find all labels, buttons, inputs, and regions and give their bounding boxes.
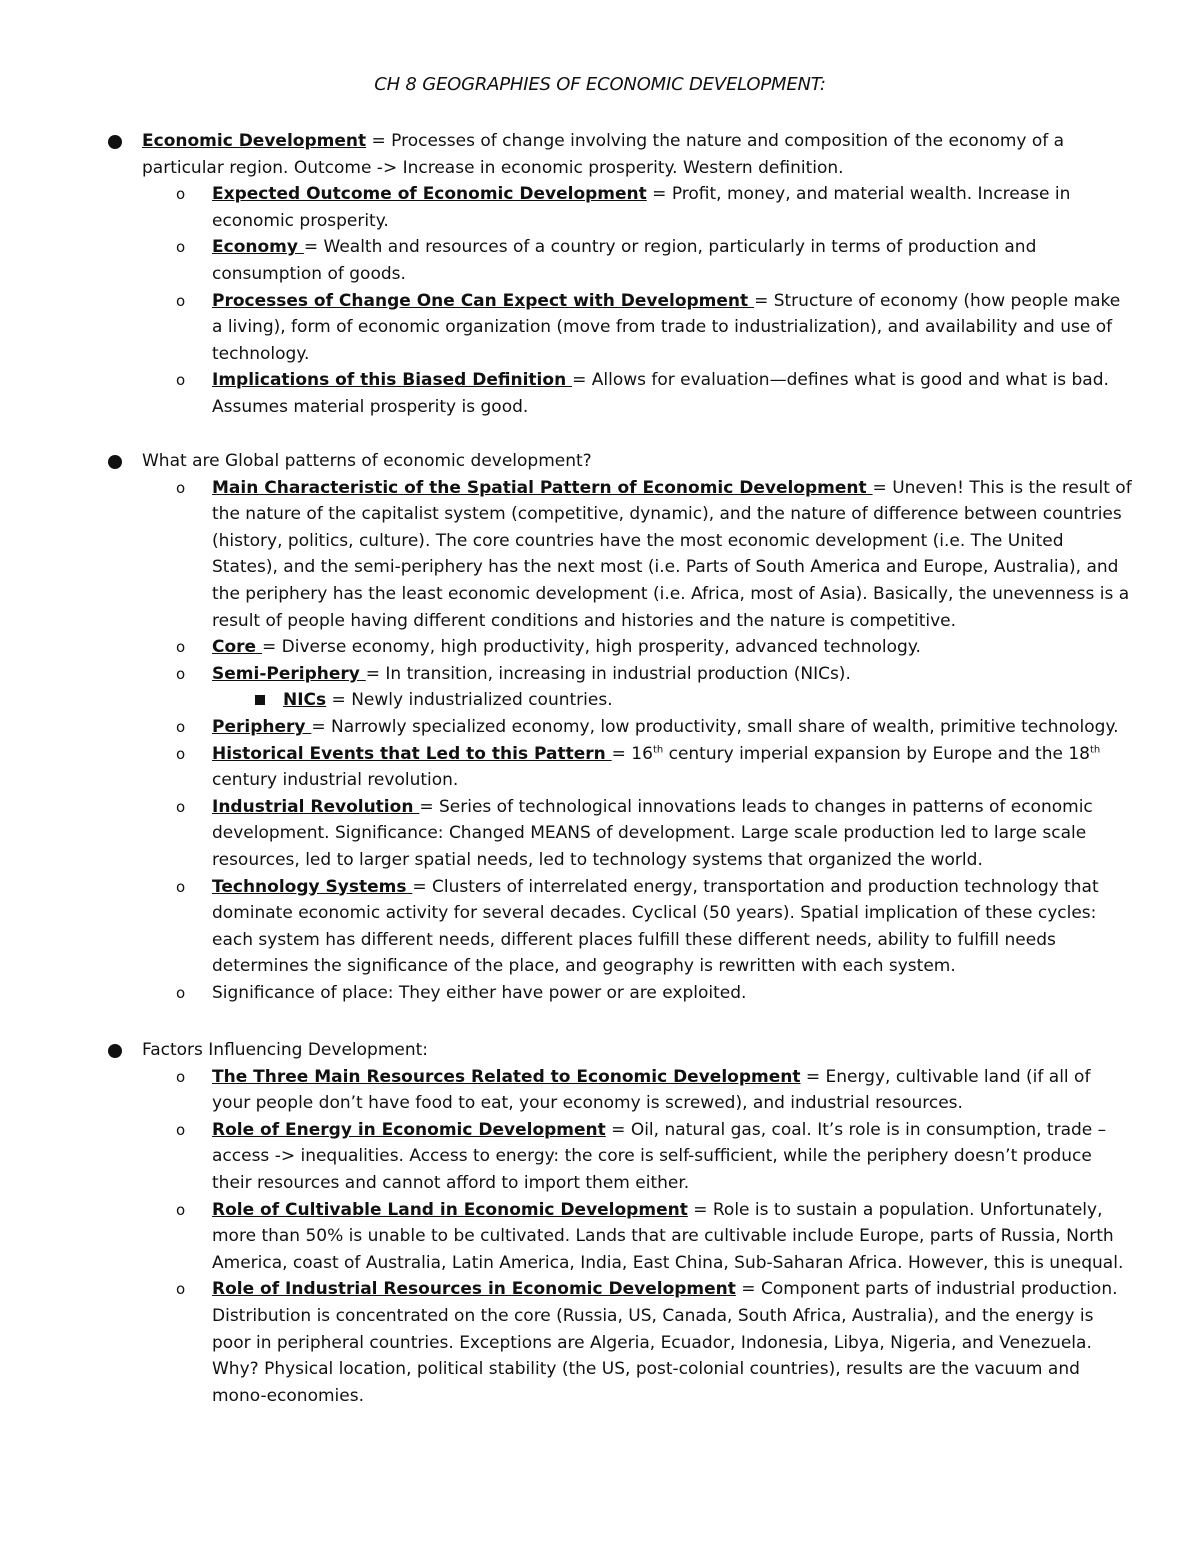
list-item [176, 367, 1132, 420]
list-item [176, 181, 1132, 234]
list-item [176, 475, 1132, 635]
term: Semi-Periphery [212, 663, 366, 684]
term: Main Characteristic of the Spatial Pattern of Economic Development [212, 477, 873, 498]
bullet-text: What are Global patterns of economic development? [142, 451, 592, 471]
list-item [176, 980, 1132, 1007]
definition: = Oil, natural gas, coal. It’s role is in consumption, trade – access -> inequalities. Access to energy: the core is self-sufficient, while the periphery doesn’t produce their resources and cannot afford to import them either. [212, 1119, 1107, 1193]
definition: = Newly industrialized countries. [326, 690, 613, 711]
list-item [176, 661, 1132, 688]
definition-part: = 16 [611, 743, 653, 764]
circle-bullet-icon: o [176, 1200, 186, 1219]
list-item [176, 714, 1132, 741]
definition: = Uneven! This is the result of the nature of the capitalist system (competitive, dynamic), and the nature of difference between countries (history, politics, culture). The core countries have the most economic development (i.e. The United States), and the semi-periphery has the next most (i.e. Parts of South America and Europe, Australia), and the periphery has the least economic development (i.e. Africa, most of Asia). Basically, the unevenness is a result of people having different conditions and histories and the nature is competitive. [212, 477, 1132, 631]
list-item [176, 1276, 1132, 1409]
bullet-icon [108, 1044, 122, 1058]
circle-bullet-icon: o [176, 478, 186, 497]
term: Role of Cultivable Land in Economic Development [212, 1199, 688, 1220]
list-item [176, 1117, 1132, 1197]
circle-bullet-icon: o [176, 1120, 186, 1139]
definition-part: century imperial expansion by Europe and the 18 [663, 743, 1090, 764]
term: NICs [283, 690, 327, 711]
square-bullet-icon [255, 695, 265, 705]
list-item [176, 1064, 1132, 1117]
sub-list [0, 1064, 1200, 1410]
term: Role of Industrial Resources in Economic Development [212, 1279, 736, 1300]
superscript: th [652, 743, 664, 755]
section-factors [0, 1037, 1200, 1409]
sub-list [0, 475, 1200, 1007]
bullet-icon [108, 135, 122, 149]
page-title: CH 8 GEOGRAPHIES OF ECONOMIC DEVELOPMENT: [374, 74, 826, 95]
section-global-patterns [0, 448, 1200, 1006]
circle-bullet-icon: o [176, 1280, 186, 1299]
bullet-text: Factors Influencing Development: [142, 1040, 429, 1060]
definition: = In transition, increasing in industrial production (NICs). [365, 663, 851, 684]
circle-bullet-icon: o [176, 797, 186, 816]
circle-bullet-icon: o [176, 638, 186, 657]
list-item [176, 234, 1132, 287]
circle-bullet-icon: o [176, 1067, 186, 1086]
list-item [176, 1197, 1132, 1277]
term: The Three Main Resources Related to Economic Development [212, 1066, 801, 1087]
definition: = Clusters of interrelated energy, transportation and production technology that dominate economic activity for several decades. Cyclical (50 years). Spatial implication of these cycles: each system has different needs, different places fulfill these different needs, ability to fulfill needs determines the significance of the place, and geography is rewritten with each system. [212, 876, 1099, 977]
term: Periphery [212, 716, 312, 737]
sub-list [0, 181, 1200, 420]
list-item [176, 288, 1132, 368]
circle-bullet-icon: o [176, 185, 186, 204]
circle-bullet-icon: o [176, 664, 186, 683]
term: Implications of this Biased Definition [212, 370, 573, 391]
term: Economic Development [142, 131, 367, 151]
circle-bullet-icon: o [176, 877, 186, 896]
term: Expected Outcome of Economic Development [212, 184, 647, 205]
definition-part: century industrial revolution. [212, 770, 459, 791]
list-item [176, 794, 1132, 874]
definition: = Energy, cultivable land (if all of your people don’t have food to eat, your economy is screwed), and industrial resources. [212, 1066, 1091, 1114]
term: Economy [212, 237, 304, 258]
circle-bullet-icon: o [176, 371, 186, 390]
circle-bullet-icon: o [176, 238, 186, 257]
list-item [176, 634, 1132, 661]
definition: = Structure of economy (how people make a living), form of economic organization (move from trade to industrialization), and availability and use of technology. [212, 290, 1121, 364]
definition: = Profit, money, and material wealth. Increase in economic prosperity. [212, 184, 1071, 231]
bullet-text [142, 128, 1132, 181]
definition: = Role is to sustain a population. Unfortunately, more than 50% is unable to be cultivated. Lands that are cultivable include Europe, parts of Russia, North America, coast of Australia, Latin America, India, East China, Sub-Saharan Africa. However, this is unequal. [212, 1199, 1124, 1273]
circle-bullet-icon: o [176, 744, 186, 763]
term: Historical Events that Led to this Pattern [212, 743, 612, 764]
circle-bullet-icon: o [176, 717, 186, 736]
definition: = Component parts of industrial production. Distribution is concentrated on the core (Russia, US, Canada, South Africa, Australia), and the energy is poor in peripheral countries. Exceptions are Algeria, Ecuador, Indonesia, Libya, Nigeria, and Venezuela. Why? Physical location, political stability (the US, post-colonial countries), results are the vacuum and mono-economies. [212, 1279, 1118, 1406]
definition: = Diverse economy, high productivity, high prosperity, advanced technology. [262, 637, 921, 658]
bullet-icon [108, 455, 122, 469]
definition: = Wealth and resources of a country or region, particularly in terms of production and consumption of goods. [212, 237, 1037, 284]
list-item [176, 874, 1132, 980]
term: Technology Systems [212, 876, 413, 897]
term: Processes of Change One Can Expect with Development [212, 290, 755, 311]
definition: = Narrowly specialized economy, low productivity, small share of wealth, primitive technology. [311, 716, 1119, 737]
list-item [176, 741, 1132, 794]
section-economic-development [0, 128, 1200, 421]
term: Industrial Revolution [212, 796, 420, 817]
list-item-nested [283, 687, 1132, 714]
term: Role of Energy in Economic Development [212, 1119, 606, 1140]
superscript: th [1090, 743, 1101, 755]
definition: = Series of technological innovations leads to changes in patterns of economic development. Significance: Changed MEANS of development. Large scale production led to large scale resources, led to larger spatial needs, led to technology systems that organized the world. [212, 796, 1093, 870]
term: Core [212, 637, 262, 658]
definition: Significance of place: They either have power or are exploited. [212, 982, 747, 1003]
definition: = Processes of change involving the nature and composition of the economy of a particular region. Outcome -> Increase in economic prosperity. Western definition. [142, 131, 1065, 178]
circle-bullet-icon: o [176, 291, 186, 310]
definition: = Allows for evaluation—defines what is good and what is bad. Assumes material prosperity is good. [212, 370, 1109, 417]
circle-bullet-icon: o [176, 983, 186, 1002]
